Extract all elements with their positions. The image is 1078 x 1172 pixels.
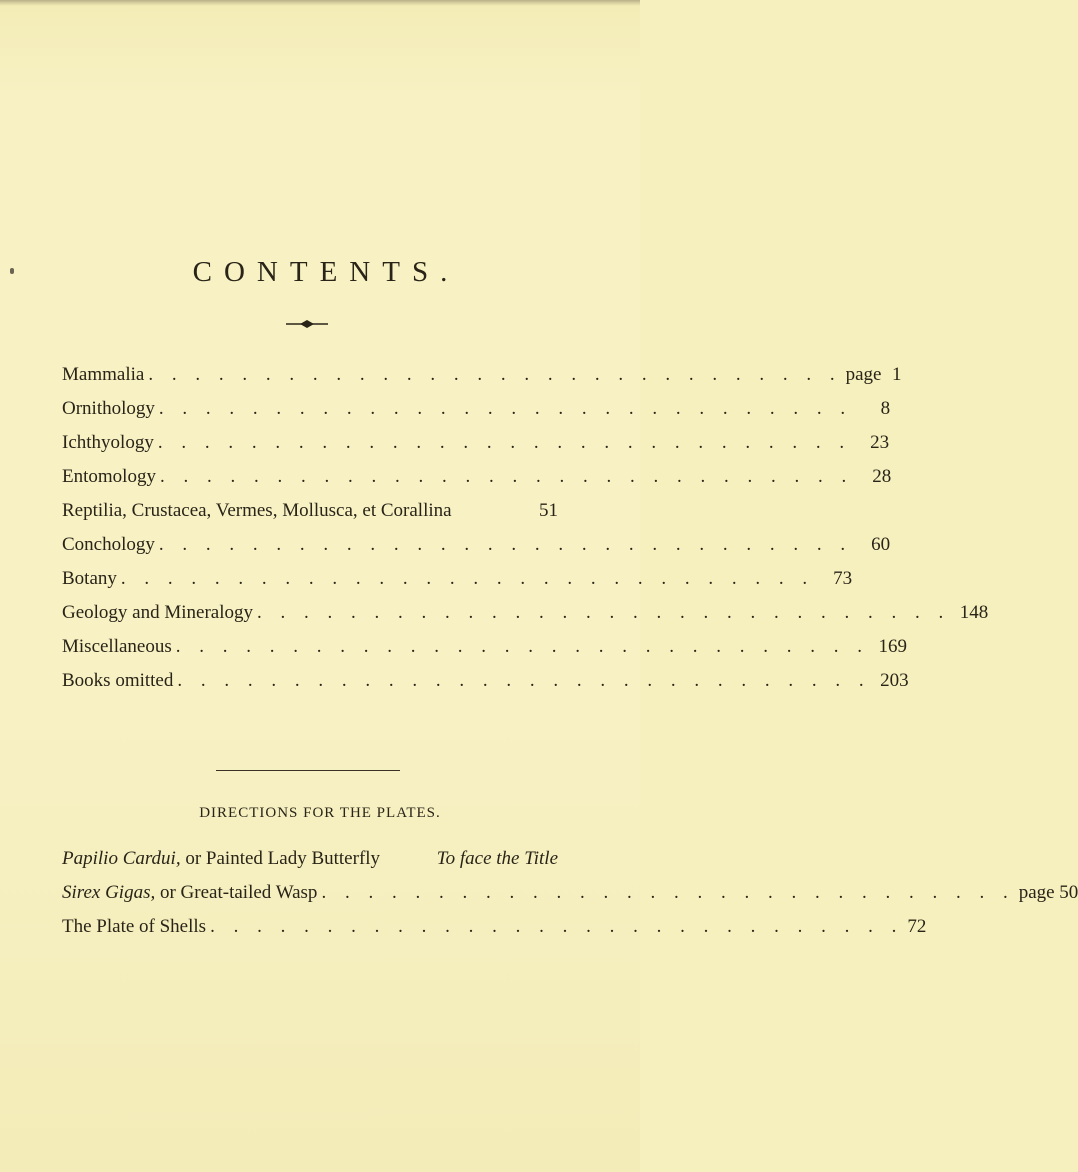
toc-page-number: 51 — [539, 500, 558, 521]
plate-label — [62, 882, 317, 904]
toc-row — [62, 670, 909, 704]
toc-leader: . . . . . . . . . . . . . . . . . . . . . . . . . . . . . . — [148, 364, 842, 385]
toc-page-number: 28 — [872, 466, 892, 487]
toc-row — [62, 432, 890, 466]
plate-reference: To face the Title — [436, 848, 558, 869]
plate-reference: 72 — [907, 916, 927, 937]
toc-row — [62, 636, 908, 670]
toc-row — [62, 534, 891, 568]
plates-heading: DIRECTIONS FOR THE PLATES. — [199, 805, 441, 821]
plate-label — [62, 848, 380, 870]
toc-leader: . . . . . . . . . . . . . . . . . . . . . . . . . . . . . . — [257, 602, 951, 623]
toc-label: Reptilia, Crustacea, Vermes, Mollusca, et Corallina — [62, 500, 452, 521]
plate-entry — [62, 916, 927, 950]
toc-page-number: 1 — [891, 364, 902, 385]
toc-label: Miscellaneous — [62, 636, 172, 657]
toc-leader: . . . . . . . . . . . . . . . . . . . . . . . . . . . . . . — [158, 534, 853, 555]
ornament-icon — [284, 318, 330, 330]
toc-page-number: 60 — [871, 534, 891, 555]
plate-label — [62, 916, 206, 938]
toc-row — [62, 398, 891, 432]
toc-label: Ichthyology — [62, 432, 154, 453]
plate-leader: . . . . . . . . . . . . . . . . . . . . . . . . . . . . . . — [321, 882, 1015, 903]
toc-page-number: 8 — [880, 398, 891, 419]
table-of-contents — [62, 364, 989, 704]
toc-label: Mammalia — [62, 364, 145, 385]
toc-leader: . . . . . . . . . . . . . . . . . . . . . . . . . . . . . . — [159, 466, 854, 487]
toc-page-number: 169 — [878, 636, 908, 657]
toc-page-number: 73 — [833, 568, 853, 589]
toc-row — [62, 500, 558, 534]
toc-leader: . . . . . . . . . . . . . . . . . . . . . . . . . . . . . . — [177, 670, 871, 691]
toc-label: Botany — [62, 568, 117, 589]
toc-row — [62, 466, 892, 500]
toc-leader: . . . . . . . . . . . . . . . . . . . . . . . . . . . . . . — [158, 398, 853, 419]
toc-page-word: page — [845, 364, 882, 385]
section-divider — [216, 770, 400, 771]
toc-leader: . . . . . . . . . . . . . . . . . . . . . . . . . . . . . . — [157, 432, 852, 453]
toc-page-number: 23 — [870, 432, 890, 453]
toc-row — [62, 364, 902, 398]
toc-label: Geology and Mineralogy — [62, 602, 254, 623]
plate-entry — [62, 848, 558, 882]
toc-label: Entomology — [62, 466, 156, 487]
plate-species: Sirex Gigas, — [62, 882, 156, 903]
toc-row — [62, 568, 853, 602]
plate-entry — [62, 882, 1078, 916]
toc-leader: . . . . . . . . . . . . . . . . . . . . . . . . . . . . . . — [120, 568, 815, 589]
toc-page-number: 148 — [959, 602, 989, 623]
plate-leader: . . . . . . . . . . . . . . . . . . . . . . . . . . . . . . — [210, 916, 904, 937]
plates-list — [62, 848, 1078, 950]
toc-label: Ornithology — [62, 398, 155, 419]
toc-page-number: 203 — [880, 670, 909, 691]
page-top-edge — [0, 0, 640, 6]
plate-description: or Great-tailed Wasp — [155, 882, 318, 903]
plate-description: or Painted Lady Butterfly — [180, 848, 381, 869]
plate-description: The Plate of Shells — [62, 916, 207, 937]
toc-label: Conchology — [62, 534, 155, 555]
toc-label: Books omitted — [62, 670, 174, 691]
plate-species: Papilio Cardui, — [62, 848, 181, 869]
plate-reference: page 50 — [1018, 882, 1078, 903]
toc-row — [62, 602, 989, 636]
page-title: CONTENTS. — [192, 256, 460, 288]
toc-leader: . . . . . . . . . . . . . . . . . . . . . . . . . . . . . . — [175, 636, 870, 657]
